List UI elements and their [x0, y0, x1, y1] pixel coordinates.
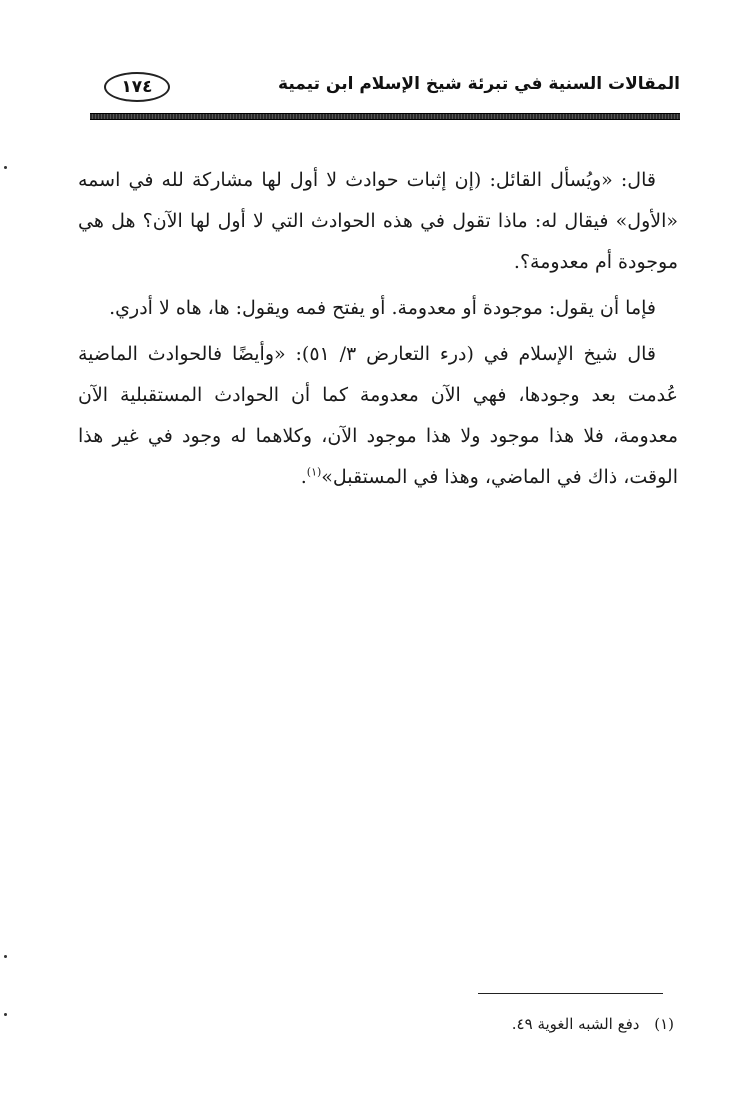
- body-text: [78, 160, 678, 503]
- scan-speck: [4, 1013, 7, 1016]
- header-rule: [90, 113, 680, 120]
- page-number-badge: ١٧٤: [104, 72, 170, 102]
- running-header: [90, 72, 680, 112]
- footnote-rule: [478, 993, 663, 994]
- paragraph-1: قال: «ويُسأل القائل: (إن إثبات حوادث لا أول لها مشاركة لله في اسمه «الأول» فيقال له: ماذا تقول في هذه الحوادث التي لا أول لها الآن؟ هل هي موجودة أم معدومة؟.: [78, 169, 678, 273]
- scan-speck: [4, 955, 7, 958]
- closing-punctuation: .: [300, 466, 307, 488]
- footnote-number: (١): [654, 1015, 674, 1033]
- scan-speck: [4, 166, 7, 169]
- paragraph-2: فإما أن يقول: موجودة أو معدومة. أو يفتح فمه ويقول: ها، هاه لا أدري.: [109, 297, 656, 319]
- footnote-text: دفع الشبه الغوية ٤٩.: [511, 1015, 640, 1033]
- header-title: المقالات السنية في تبرئة شيخ الإسلام ابن تيمية: [278, 74, 680, 94]
- paragraph-3-text: قال شيخ الإسلام في (درء التعارض ٣/ ٥١): «وأيضًا فالحوادث الماضية عُدمت بعد وجودها، فهي الآن معدومة كما أن الحوادث المستقبلية الآن معدومة، فلا هذا موجود ولا هذا موجود الآن، وكلاهما له وجود في غير هذا الوقت، ذاك في الماضي، وهذا في المستقبل»: [78, 343, 678, 488]
- footnote-reference: (١): [306, 465, 322, 479]
- footnote: [512, 1015, 674, 1033]
- paragraph-3: [78, 334, 678, 498]
